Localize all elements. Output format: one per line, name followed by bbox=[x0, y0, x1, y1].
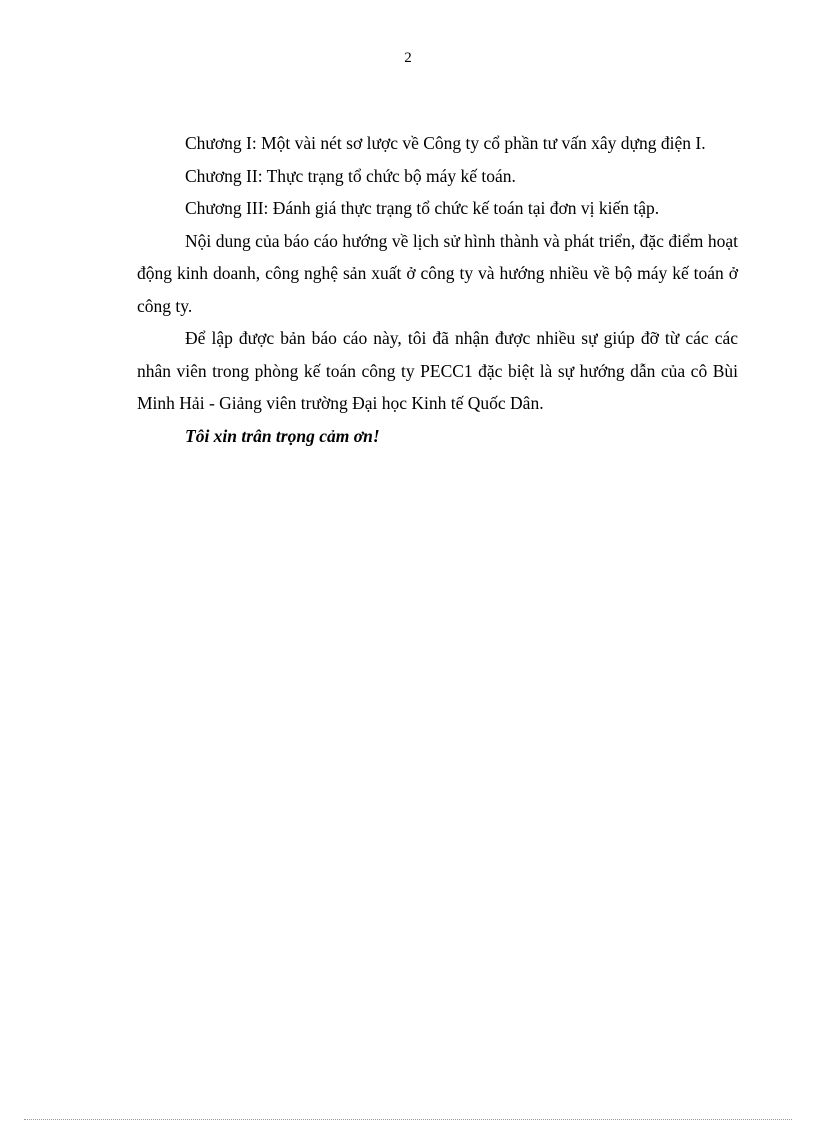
document-body bbox=[137, 127, 738, 452]
paragraph-chapter-1: Chương I: Một vài nét sơ lược về Công ty cổ phần tư vấn xây dựng điện I. bbox=[185, 133, 706, 153]
closing-thanks: Tôi xin trân trọng cảm ơn! bbox=[185, 425, 380, 446]
page-bottom-divider bbox=[24, 1119, 792, 1120]
paragraph-acknowledgement: Để lập được bản báo cáo này, tôi đã nhận được nhiều sự giúp đỡ từ các các nhân viên trong phòng kế toán công ty PECC1 đặc biệt là sự hướng dẫn của cô Bùi Minh Hải - Giảng viên trường Đại học Kinh tế Quốc Dân. bbox=[137, 328, 738, 413]
paragraph-chapter-2: Chương II: Thực trạng tổ chức bộ máy kế toán. bbox=[185, 165, 516, 186]
page-number: 2 bbox=[404, 50, 412, 66]
paragraph-report-content: Nội dung của báo cáo hướng về lịch sử hình thành và phát triển, đặc điểm hoạt động kinh doanh, công nghệ sản xuất ở công ty và hướng nhiều về bộ máy kế toán ở công ty. bbox=[137, 230, 738, 316]
paragraph-chapter-3: Chương III: Đánh giá thực trạng tổ chức kế toán tại đơn vị kiến tập. bbox=[185, 198, 660, 218]
